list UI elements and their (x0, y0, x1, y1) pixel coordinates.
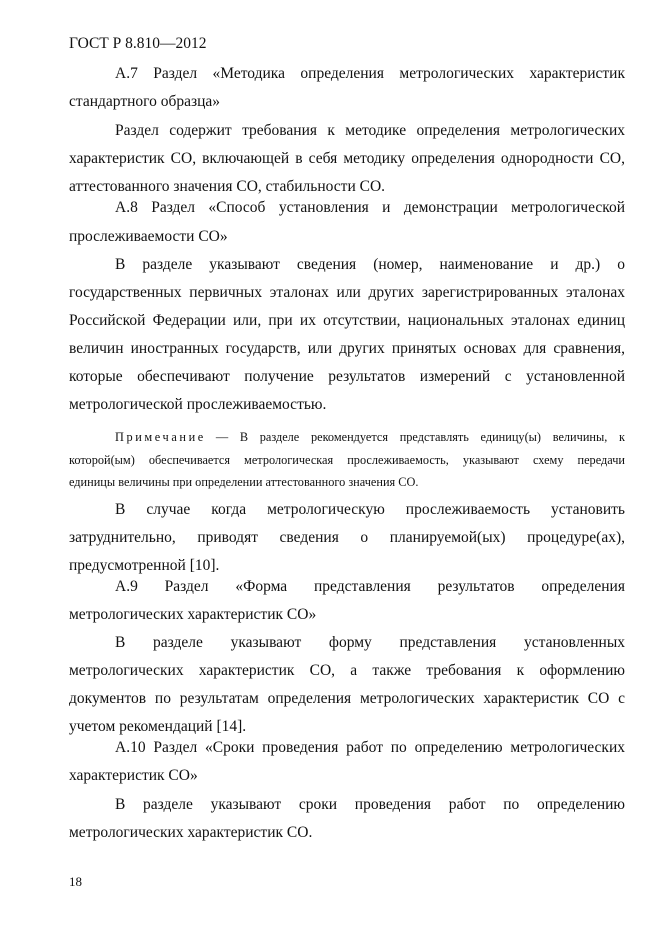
document-header: ГОСТ Р 8.810—2012 (69, 35, 207, 52)
section-a7-body-line: аттестованного значения СО, стабильности СО. (69, 178, 386, 195)
section-a8-body: В разделе указывают сведения (номер, наименование и др.) о (115, 256, 625, 273)
section-a8-body2: В случае когда метрологическую прослеживаемость установить (115, 501, 625, 518)
section-a8-title: А.8 Раздел «Способ установления и демонстрации метрологической (115, 199, 625, 216)
section-a10-title: А.10 Раздел «Сроки проведения работ по определению метрологических (115, 739, 625, 756)
section-a7-body-line: характеристик СО, включающей в себя методику определения однородности СО, (69, 150, 625, 167)
section-a7-body: Раздел содержит требования к методике определения метрологических (115, 122, 625, 139)
page-number: 18 (69, 874, 82, 889)
section-a8-body-line: которые обеспечивают получение результатов измерений с установленной (69, 368, 625, 385)
section-a8-title-cont: прослеживаемости СО» (69, 228, 228, 245)
note (115, 429, 625, 445)
section-a10-body-line: метрологических характеристик СО. (69, 824, 313, 841)
section-a9-body-line: документов по результатам определения метрологических характеристик СО с (69, 690, 625, 707)
section-a9-body: В разделе указывают форму представления установленных (115, 634, 625, 651)
section-a8-body2-line: затруднительно, приводят сведения о планируемой(ых) процедуре(ах), (69, 529, 625, 546)
section-a8-body-line: величин иностранных государств, или других принятых основах для сравнения, (69, 340, 625, 357)
note-label: Примечание (115, 430, 206, 444)
section-a9-body-line: метрологических характеристик СО, а также требования к оформлению (69, 662, 625, 679)
section-a9-title: А.9 Раздел «Форма представления результатов определения (115, 578, 625, 595)
section-a9-body-line: учетом рекомендаций [14]. (69, 718, 247, 735)
section-a8-body-line: государственных первичных эталонах или других зарегистрированных эталонах (69, 284, 625, 301)
section-a9-title-cont: метрологических характеристик СО» (69, 606, 317, 623)
section-a10-body: В разделе указывают сроки проведения работ по определению (115, 796, 625, 813)
section-a7-title-cont: стандартного образца» (69, 93, 221, 110)
section-a8-body-line: метрологической прослеживаемостью. (69, 396, 327, 413)
section-a8-body-line: Российской Федерации или, при их отсутствии, национальных эталонах единиц (69, 312, 625, 329)
section-a8-body2-line: предусмотренной [10]. (69, 557, 220, 574)
section-a7-title: А.7 Раздел «Методика определения метрологических характеристик (115, 65, 625, 82)
note-text: — В разделе рекомендуется представлять единицу(ы) величины, к (215, 430, 625, 444)
note-text-line: единицы величины при определении аттестованного значения СО. (69, 475, 419, 489)
note-text-line: которой(ым) обеспечивается метрологическая прослеживаемость, указывают схему передачи (69, 453, 625, 467)
section-a10-title-cont: характеристик СО» (69, 767, 198, 784)
